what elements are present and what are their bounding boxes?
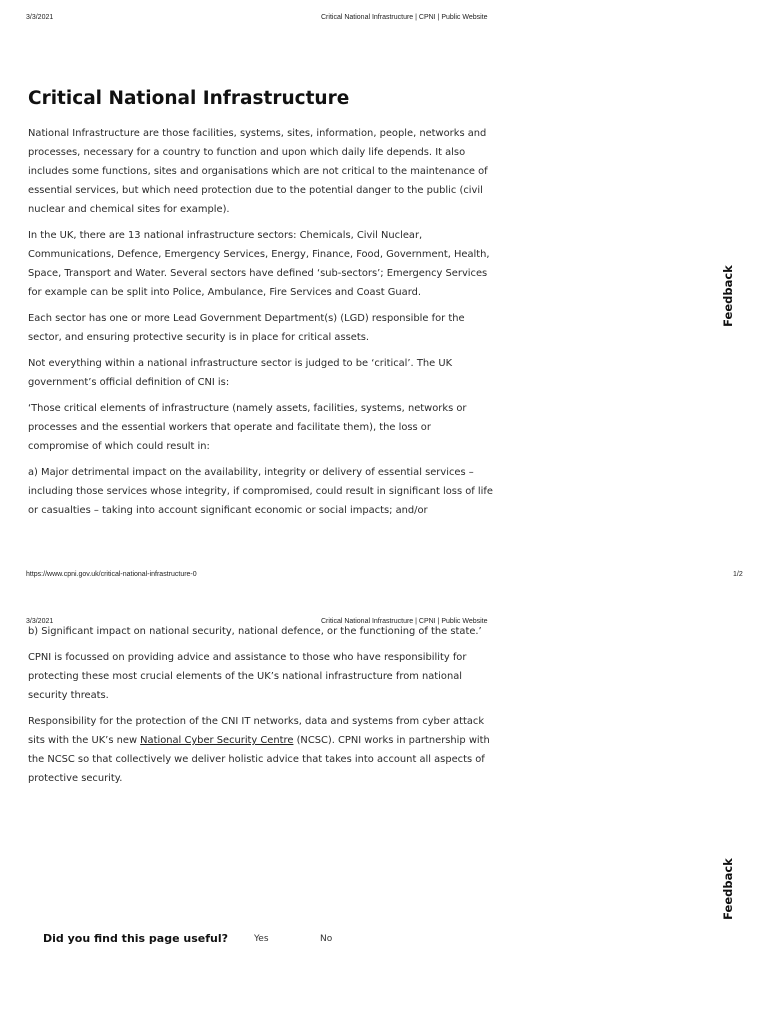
- ncsc-text-after: (NCSC). CPNI works in partnership with the NCSC so that collectively we deliver holistic advice that takes into account all aspects of protective security.: [28, 735, 490, 784]
- useful-no-button[interactable]: No: [320, 934, 333, 944]
- ncsc-text-before: Responsibility for the protection of the CNI IT networks, data and systems from cyber attack sits with the UK’s new: [28, 716, 485, 746]
- feedback-tab[interactable]: [716, 256, 740, 336]
- paragraph-ncsc: [28, 712, 494, 788]
- paragraph-definition: National Infrastructure are those facilities, systems, sites, information, people, networks and processes, necessary for a country to function and upon which daily life depends. It also includes some functions, sites and organisations which are not critical to the maintenance of essential services, but which need protection due to the potential danger to the public (civil nuclear and chemical sites for example).: [28, 128, 488, 215]
- useful-question: Did you find this page useful?: [43, 932, 228, 945]
- paragraph-sectors: In the UK, there are 13 national infrastructure sectors: Chemicals, Civil Nuclear, Communications, Defence, Emergency Services, Energy, Finance, Food, Government, Health, Space, Transport and Water. Several sectors have defined ‘sub-sectors’; Emergency Services for example can be split into Police, Ambulance, Fire Services and Coast Guard.: [28, 230, 490, 298]
- article-body: [28, 124, 494, 527]
- paragraph-item-b: b) Significant impact on national security, national defence, or the functioning of the state.’: [28, 626, 482, 637]
- paragraph-cni-definition: ‘Those critical elements of infrastructure (namely assets, facilities, systems, networks or processes and the essential workers that operate and facilitate them), the loss or compromise of which could result in:: [28, 403, 467, 452]
- paragraph-cpni-focus: CPNI is focussed on providing advice and assistance to those who have responsibility for protecting these most crucial elements of the UK’s national infrastructure from national security threats.: [28, 652, 467, 701]
- feedback-label: Feedback: [721, 265, 735, 327]
- paragraph-critical: Not everything within a national infrastructure sector is judged to be ‘critical’. The UK government’s official definition of CNI is:: [28, 358, 453, 388]
- ncsc-link[interactable]: National Cyber Security Centre: [140, 735, 294, 746]
- print-date: 3/3/2021: [26, 14, 54, 21]
- paragraph-lgd: Each sector has one or more Lead Government Department(s) (LGD) responsible for the sector, and ensuring protective security is in place for critical assets.: [28, 313, 465, 343]
- print-page-title: Critical National Infrastructure | CPNI | Public Website: [321, 618, 488, 625]
- print-date: 3/3/2021: [26, 618, 54, 625]
- feedback-label: Feedback: [721, 858, 735, 920]
- print-page-title: Critical National Infrastructure | CPNI | Public Website: [321, 14, 488, 21]
- paragraph-item-a: a) Major detrimental impact on the availability, integrity or delivery of essential services – including those services whose integrity, if compromised, could result in significant loss of life or casualties – taking into account significant economic or social impacts; and/or: [28, 467, 493, 516]
- useful-yes-button[interactable]: Yes: [254, 934, 269, 944]
- print-page-number: 1/2: [733, 571, 743, 578]
- feedback-tab[interactable]: [716, 849, 740, 929]
- page-title: Critical National Infrastructure: [28, 88, 350, 109]
- print-page-2: [0, 604, 768, 1024]
- page-useful-survey: [43, 932, 333, 945]
- article-body-continued: [28, 622, 494, 795]
- print-url: https://www.cpni.gov.uk/critical-national-infrastructure-0: [26, 571, 197, 578]
